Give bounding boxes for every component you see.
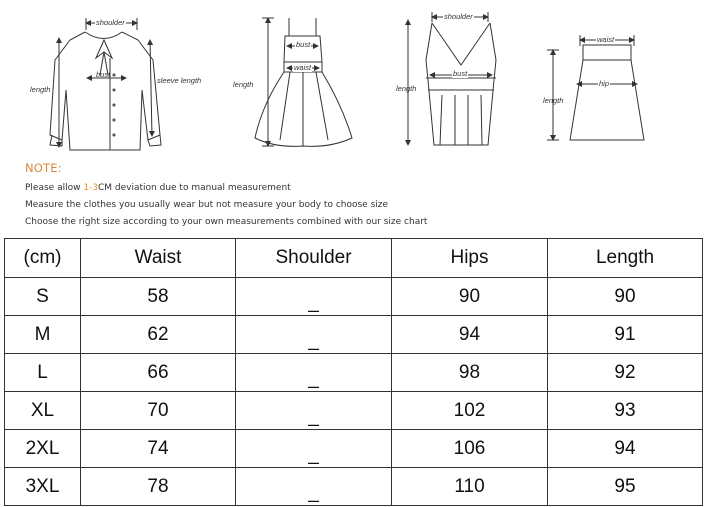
shoulder-value: _ (308, 443, 319, 465)
blouse-sleeve-length-label: sleeve length (157, 76, 202, 85)
shoulder-cell (236, 354, 392, 392)
shoulder-cell (236, 316, 392, 354)
tank-shoulder-label: shoulder (444, 12, 473, 21)
table-header-row (5, 239, 703, 278)
size-chart-table (4, 238, 703, 506)
table-row (5, 316, 703, 354)
skirt-hip-label: hip (599, 79, 610, 88)
hips-cell: 94 (392, 316, 548, 354)
hips-cell: 106 (392, 430, 548, 468)
blouse-drawing (50, 18, 161, 150)
size-cell: M (5, 316, 81, 354)
waist-cell: 74 (81, 430, 236, 468)
note-line-3: Choose the right size according to your own measurements combined with our size chart (25, 217, 428, 227)
note-line-1-highlight: 1-3 (83, 183, 99, 193)
waist-cell: 78 (81, 468, 236, 506)
skirt-drawing (547, 35, 644, 140)
note-line-1 (25, 183, 291, 193)
tank-top-drawing (408, 12, 496, 145)
dress-drawing (255, 18, 352, 146)
shoulder-value: _ (308, 481, 319, 503)
shoulder-value: _ (308, 329, 319, 351)
waist-cell: 70 (81, 392, 236, 430)
dress-waist-label: waist (294, 63, 312, 72)
table-row (5, 392, 703, 430)
note-line-1-pre: Please allow (25, 183, 84, 193)
table-row (5, 278, 703, 316)
measurement-illustrations (0, 0, 705, 238)
blouse-bust-label: bust (96, 70, 111, 79)
blouse-shoulder-label: shoulder (96, 18, 125, 27)
shoulder-value: _ (308, 367, 319, 389)
shoulder-value: _ (308, 405, 319, 427)
skirt-length-label: length (543, 96, 564, 105)
dress-bust-label: bust (296, 40, 311, 49)
length-cell: 95 (548, 468, 703, 506)
hips-cell: 110 (392, 468, 548, 506)
header-waist: Waist (81, 239, 236, 278)
blouse-length-label: length (30, 85, 51, 94)
length-cell: 91 (548, 316, 703, 354)
size-cell: XL (5, 392, 81, 430)
note-title: NOTE: (25, 161, 62, 175)
shoulder-cell (236, 392, 392, 430)
waist-cell: 62 (81, 316, 236, 354)
length-cell: 93 (548, 392, 703, 430)
header-length: Length (548, 239, 703, 278)
size-cell: 3XL (5, 468, 81, 506)
note-line-2: Measure the clothes you usually wear but not measure your body to choose size (25, 200, 389, 210)
dress-length-label: length (233, 80, 254, 89)
hips-cell: 90 (392, 278, 548, 316)
size-cell: S (5, 278, 81, 316)
length-cell: 92 (548, 354, 703, 392)
tank-bust-label: bust (453, 69, 468, 78)
header-unit: (cm) (5, 239, 81, 278)
shoulder-cell (236, 278, 392, 316)
length-cell: 94 (548, 430, 703, 468)
table-row (5, 468, 703, 506)
tank-length-label: length (396, 84, 417, 93)
shoulder-cell (236, 468, 392, 506)
shoulder-value: _ (308, 291, 319, 313)
note-line-1-post: CM deviation due to manual measurement (98, 183, 291, 193)
hips-cell: 98 (392, 354, 548, 392)
header-shoulder: Shoulder (236, 239, 392, 278)
hips-cell: 102 (392, 392, 548, 430)
table-row (5, 430, 703, 468)
waist-cell: 58 (81, 278, 236, 316)
length-cell: 90 (548, 278, 703, 316)
table-row (5, 354, 703, 392)
header-hips: Hips (392, 239, 548, 278)
size-cell: 2XL (5, 430, 81, 468)
shoulder-cell (236, 430, 392, 468)
waist-cell: 66 (81, 354, 236, 392)
skirt-waist-label: waist (597, 35, 615, 44)
size-cell: L (5, 354, 81, 392)
